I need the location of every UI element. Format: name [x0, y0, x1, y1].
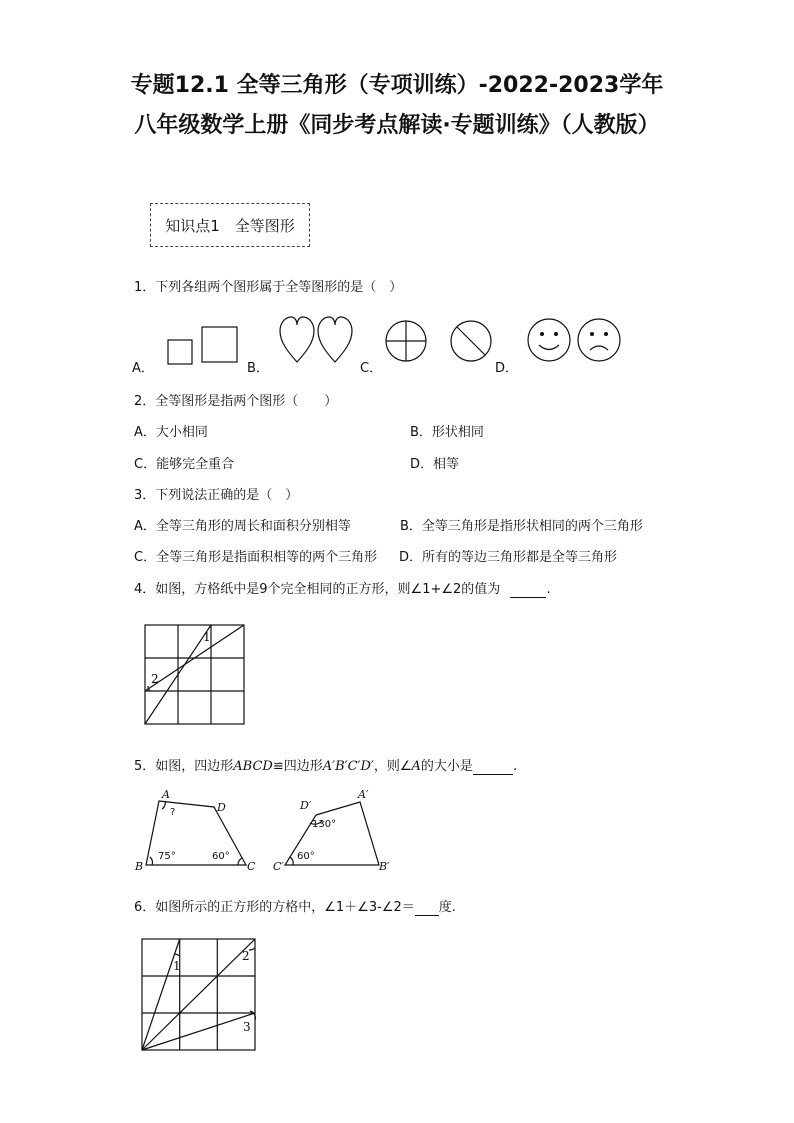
vertex-a-prime-label: A′	[358, 788, 369, 801]
q4-grid-figure	[144, 624, 248, 728]
q1-option-c-label: C．	[360, 361, 383, 376]
q6-grid-figure	[141, 938, 257, 1052]
angle-2-label: 2	[242, 949, 250, 963]
vertex-d-prime-label: D′	[300, 799, 312, 812]
q5-stem-pre: 5．如图，四边形	[134, 759, 234, 774]
question-4-stem	[134, 578, 551, 598]
q4-stem-text: 4．如图，方格纸中是9个完全相同的正方形，则∠1+∠2的值为	[134, 582, 501, 597]
heart-shape	[280, 317, 314, 362]
q5-angle: A	[411, 759, 421, 774]
vertex-d-label: D	[217, 801, 226, 814]
q1-option-a-figure	[160, 318, 250, 368]
knowledge-point-label: 知识点1 全等图形	[165, 216, 295, 235]
large-square	[202, 327, 237, 362]
q3-option-a: A．全等三角形的周长和面积分别相等	[134, 519, 351, 534]
q4-answer-blank	[510, 582, 546, 598]
q6-diagonal-line	[142, 1013, 255, 1050]
question-6-stem	[134, 896, 456, 916]
q6-diagonal-line	[142, 939, 255, 1050]
q2-option-b: B．形状相同	[410, 425, 484, 440]
q2-option-d: D．相等	[410, 457, 460, 472]
q6-tail: 度.	[438, 900, 456, 915]
question-3-stem: 3．下列说法正确的是（ ）	[134, 488, 299, 503]
question-5-stem	[134, 755, 517, 775]
q1-option-b-label: B．	[247, 361, 269, 376]
q5-mid: ，则∠	[373, 759, 412, 774]
unknown-angle-label: ?	[170, 807, 176, 818]
vertex-b-label: B	[135, 860, 144, 873]
q1-option-b-figure	[278, 314, 358, 366]
smiley-face-icon	[528, 319, 570, 361]
q1-option-d-figure	[524, 316, 624, 364]
angle-b-label: 75°	[158, 851, 176, 862]
question-1-stem: 1．下列各组两个图形属于全等图形的是（ ）	[134, 280, 403, 295]
sad-face-icon	[578, 319, 620, 361]
document-title: 专题12.1 全等三角形（专项训练）-2022-2023学年八年级数学上册《同步考点解读·专题训练》（人教版）	[130, 73, 664, 138]
vertex-c-prime-label: C′	[273, 860, 284, 873]
angle-c-label: 60°	[212, 851, 230, 862]
small-square	[168, 340, 192, 364]
vertex-c-label: C	[247, 860, 256, 873]
q6-diagonal-line	[142, 939, 180, 1050]
q1-option-c-figure	[384, 318, 494, 366]
q6-stem-text: 6．如图所示的正方形的方格中，∠1＋∠3-∠2＝	[134, 900, 415, 915]
q2-option-a: A．大小相同	[134, 425, 208, 440]
knowledge-point-box	[150, 203, 310, 247]
angle-c-prime-label: 60°	[297, 851, 315, 862]
q2-option-c: C．能够完全重合	[134, 457, 235, 472]
q5-cong: ≌四边形	[272, 759, 323, 774]
q4-period: .	[546, 582, 551, 597]
q5-stem-post: 的大小是	[420, 759, 473, 774]
q3-option-c: C．全等三角形是指面积相等的两个三角形	[134, 550, 378, 565]
angle-1-label: 1	[203, 630, 211, 644]
q1-option-a-label: A．	[132, 361, 154, 376]
angle-2-label: 2	[151, 672, 159, 686]
q6-answer-blank	[415, 900, 439, 916]
q5-quad2: A′B′C′D′	[322, 759, 374, 774]
q3-option-d: D．所有的等边三角形都是全等三角形	[399, 550, 618, 565]
q5-quadrilaterals-figure	[130, 785, 410, 877]
q1-option-d-label: D．	[495, 361, 519, 376]
angle-3-label: 3	[243, 1020, 251, 1034]
angle-d-prime-label: 130°	[312, 819, 337, 830]
heart-shape	[318, 317, 352, 362]
q5-answer-blank	[473, 759, 513, 775]
q5-quad1: ABCD	[233, 759, 273, 774]
q5-period: .	[512, 759, 518, 774]
vertex-a-label: A	[162, 788, 170, 801]
q3-option-b: B．全等三角形是指形状相同的两个三角形	[400, 519, 643, 534]
question-2-stem: 2．全等图形是指两个图形（ ）	[134, 394, 338, 409]
angle-1-label: 1	[173, 959, 181, 973]
vertex-b-prime-label: B′	[379, 860, 390, 873]
